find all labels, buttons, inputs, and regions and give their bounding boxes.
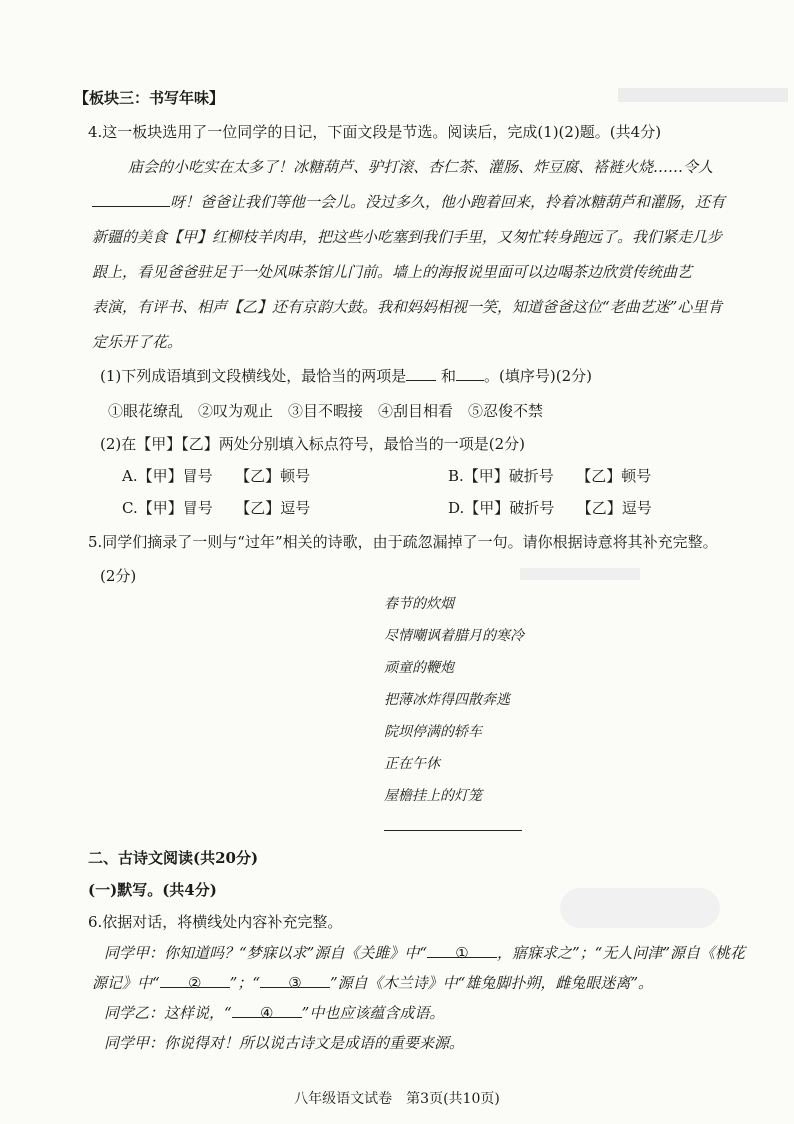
q5-stem: 5.同学们摘录了一则与“过年”相关的诗歌，由于疏忽漏掉了一句。请你根据诗意将其补充完整。 — [88, 533, 718, 551]
passage-line: 跟上，看见爸爸驻足于一处风味茶馆儿门前。墙上的海报说里面可以边喝茶边欣赏传统曲艺 — [92, 263, 693, 281]
bleed-through-mark — [560, 888, 720, 928]
passage-line: 定乐开了花。 — [92, 333, 183, 351]
section3-title: 【板块三：书写年味】 — [74, 89, 225, 107]
bleed-through-mark — [520, 568, 640, 580]
passage-line: 庙会的小吃实在太多了！冰糖葫芦、驴打滚、杏仁茶、灌肠、炸豆腐、褡裢火烧……令人 — [128, 158, 714, 176]
idiom-options: ①眼花缭乱 ②叹为观止 ③目不暇接 ④刮目相看 ⑤忍俊不禁 — [108, 402, 544, 420]
q5-score: (2分) — [100, 567, 137, 585]
passage-line: 表演，有评书、相声【乙】还有京韵大鼓。我和妈妈相视一笑，知道爸爸这位“老曲艺迷”心里肯 — [92, 298, 723, 316]
poem-line: 把薄冰炸得四散奔逃 — [384, 692, 510, 708]
q4-sub1: (1)下列成语填到文段横线处，最恰当的两项是 和 。(填序号)(2分) — [100, 367, 592, 385]
poem-line: 正在午休 — [384, 756, 440, 772]
q4-sub2: (2)在【甲】【乙】两处分别填入标点符号，最恰当的一项是(2分) — [100, 435, 525, 453]
q6-stem: 6.依据对话，将横线处内容补充完整。 — [88, 913, 343, 931]
answer-blank-3[interactable]: ③ — [260, 973, 330, 988]
answer-blank[interactable] — [92, 192, 170, 207]
answer-blank[interactable] — [406, 366, 436, 381]
poem-line: 尽情嘲讽着腊月的寒冷 — [384, 628, 524, 644]
poem-line: 院坝停满的轿车 — [384, 724, 482, 740]
bleed-through-mark — [618, 88, 788, 102]
answer-blank[interactable] — [456, 366, 484, 381]
dialogue-line: 同学乙：这样说，“ ④ ”中也应该蕴含成语。 — [104, 1004, 445, 1022]
poem-line: 屋檐挂上的灯笼 — [384, 788, 482, 804]
answer-blank-1[interactable]: ① — [427, 943, 497, 958]
poem-line: 顽童的鞭炮 — [384, 660, 454, 676]
poem-answer-line[interactable] — [384, 830, 522, 831]
poem-line: 春节的炊烟 — [384, 596, 454, 612]
option-c[interactable]: C.【甲】冒号 【乙】逗号 — [122, 499, 311, 517]
dialogue-line: 同学甲：你知道吗？“梦寐以求”源自《关雎》中“ ① ，寤寐求之”；“无人问津”源自《桃花 — [104, 944, 746, 962]
option-b[interactable]: B.【甲】破折号 【乙】顿号 — [448, 467, 652, 485]
dialogue-line: 源记》中“ ② ”；“ ③ ”源自《木兰诗》中“雄兔脚扑朔，雌兔眼迷离”。 — [92, 974, 654, 992]
option-d[interactable]: D.【甲】破折号 【乙】逗号 — [448, 499, 652, 517]
passage-line: 呀！爸爸让我们等他一会儿。没过多久，他小跑着回来，拎着冰糖葫芦和灌肠，还有 — [92, 192, 725, 212]
part1-title: (一)默写。(共4分) — [88, 881, 217, 899]
answer-blank-4[interactable]: ④ — [232, 1003, 302, 1018]
option-a[interactable]: A.【甲】冒号 【乙】顿号 — [122, 467, 311, 485]
page-footer: 八年级语文试卷 第3页(共10页) — [294, 1091, 500, 1107]
q4-stem: 4.这一板块选用了一位同学的日记，下面文段是节选。阅读后，完成(1)(2)题。(共4分) — [88, 123, 662, 141]
dialogue-line: 同学甲：你说得对！所以说古诗文是成语的重要来源。 — [104, 1034, 465, 1052]
section2-title: 二、古诗文阅读(共20分) — [88, 849, 259, 867]
passage-line: 新疆的美食【甲】红柳枝羊肉串，把这些小吃塞到我们手里，又匆忙转身跑远了。我们紧走几步 — [92, 228, 723, 246]
answer-blank-2[interactable]: ② — [160, 973, 230, 988]
